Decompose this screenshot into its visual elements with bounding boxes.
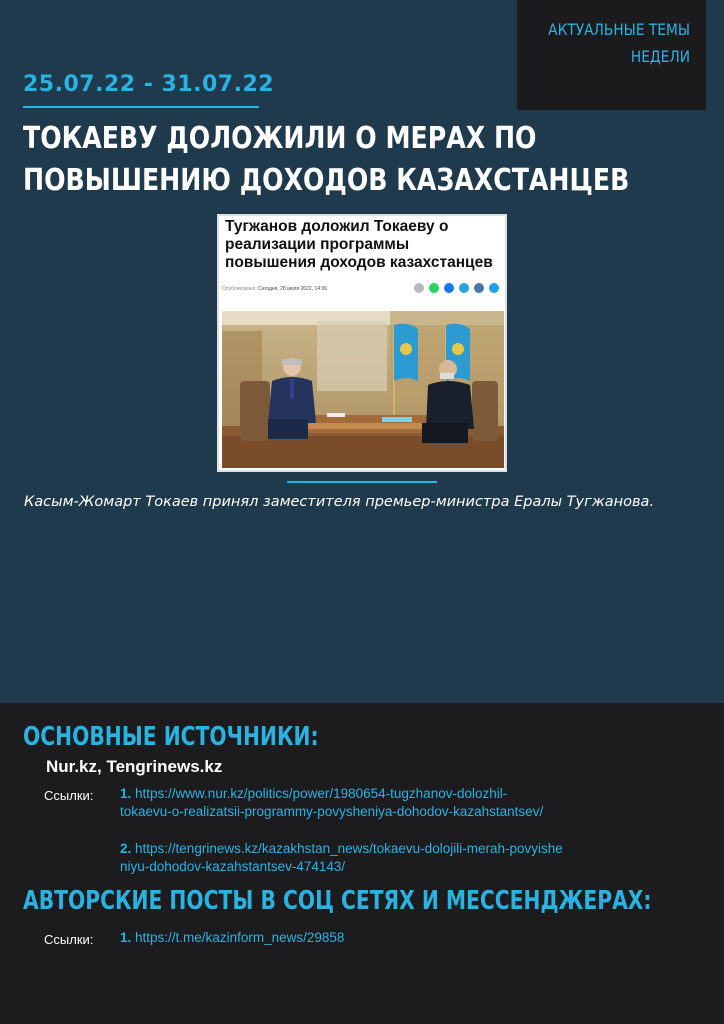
links-label: Ссылки: [44, 788, 94, 803]
source-link-1[interactable]: 1. https://www.nur.kz/politics/power/1980654-tugzhanov-dolozhil- tokaevu-o-realizatsii-programmy-povysheniya-dohodov-kazahstantsev/ [120, 786, 544, 819]
caption-divider [287, 481, 437, 483]
author-links-label: Ссылки: [44, 932, 94, 947]
photo-caption: Касым-Жомарт Токаев принял заместителя премьер-министра Ералы Тугжанова. [24, 494, 655, 510]
article-meta: Опубликовано: Сегодня, 28 июля 2022, 14:36 [222, 286, 327, 292]
source-link-2[interactable]: 2. https://tengrinews.kz/kazakhstan_news/tokaevu-dolojili-merah-povyishe niyu-dohodov-kazahstantsev-474143/ [120, 841, 563, 874]
date-underline [23, 106, 259, 108]
source-names: Nur.kz, Tengrinews.kz [46, 757, 223, 776]
article-screenshot-card [217, 214, 507, 472]
link-icon [414, 283, 424, 293]
badge-line-2: НЕДЕЛИ [630, 47, 690, 66]
article-title: Тугжанов доложил Токаеву о реализации программы повышения доходов казахстанцев [225, 218, 493, 271]
meeting-photo [222, 311, 504, 468]
date-range: 25.07.22 - 31.07.22 [23, 72, 275, 97]
meeting-photo-illustration [222, 311, 504, 468]
badge-line-1: АКТУАЛЬНЫЕ ТЕМЫ [548, 20, 690, 39]
page-title: ТОКАЕВУ ДОЛОЖИЛИ О МЕРАХ ПО ПОВЫШЕНИЮ ДОХОДОВ КАЗАХСТАНЦЕВ [23, 121, 630, 198]
author-posts-title: АВТОРСКИЕ ПОСТЫ В СОЦ СЕТЯХ И МЕССЕНДЖЕРАХ: [23, 886, 652, 916]
author-post-link-1[interactable]: 1. https://t.me/kazinform_news/29858 [120, 930, 345, 945]
facebook-icon [444, 283, 454, 293]
weekly-topics-badge [517, 0, 706, 110]
twitter-icon [489, 283, 499, 293]
telegram-icon [459, 283, 469, 293]
main-sources-title: ОСНОВНЫЕ ИСТОЧНИКИ: [23, 722, 319, 752]
whatsapp-icon [429, 283, 439, 293]
vk-icon [474, 283, 484, 293]
